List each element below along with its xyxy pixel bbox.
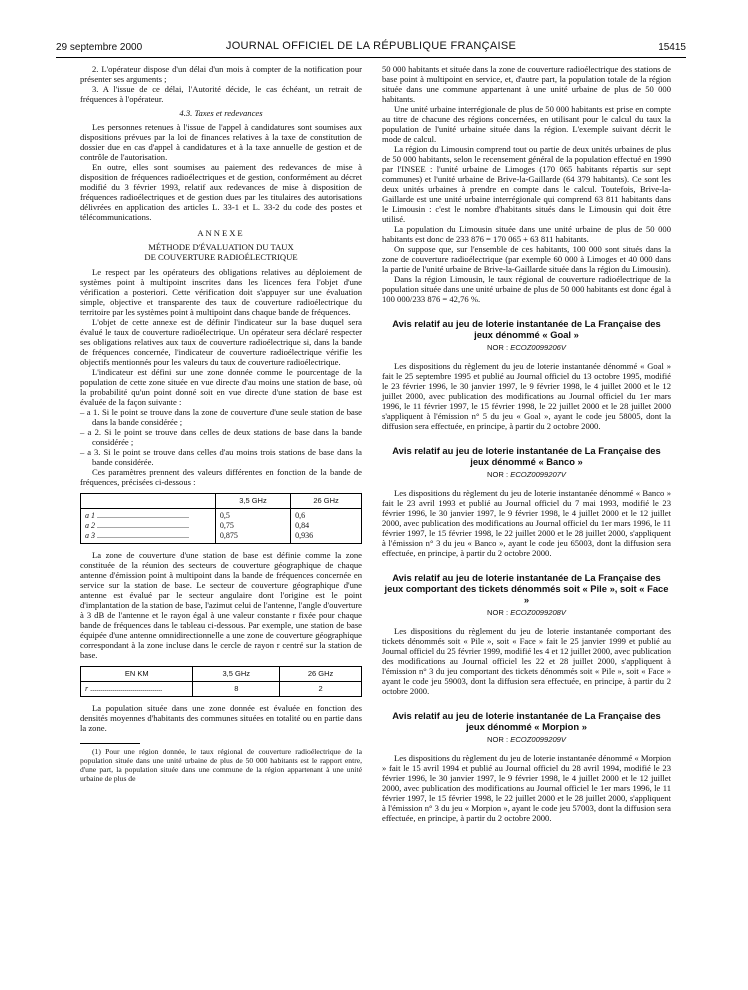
paragraph: Ces paramètres prennent des valeurs différentes en fonction de la bande de fréquences, précisées ci-dessous : [80,467,362,487]
table-cell: a 3 [85,531,95,540]
page-number: 15415 [658,42,686,53]
left-column [80,64,362,783]
table-cell: 0,75 [219,521,234,530]
notice-title: Avis relatif au jeu de loterie instantanée de La Française des jeux dénommé « Goal » [392,318,661,340]
list-item: – a 1. Si le point se trouve dans la zone de couverture d'une seule station de base dans la bande considérée ; [80,407,362,427]
header-date: 29 septembre 2000 [56,42,143,53]
paragraph: En outre, elles sont soumises au paiement des redevances de mise à disposition de fréquences radioélectriques et de gestion, conformément au décret modifié du 3 février 1993, relatif aux redevances de mise à disposition de fréquences radioélectriques et de gestion dues par les titulaires des autorisations délivrées en application des articles L. 33-1 et L. 33-2 du code des postes et télécommunications. [80,162,362,222]
table-header-cell: 3,5 GHz [215,494,290,509]
table-cell: 8 [193,682,280,697]
table-header-cell: 3,5 GHz [193,667,280,682]
method-heading-line: MÉTHODE D'ÉVALUATION DU TAUX [148,242,294,252]
notice-pile-face [382,572,671,696]
radius-table [80,666,362,697]
nor-code: ECOZ0099206V [510,343,566,352]
paragraph: L'indicateur est défini sur une zone donnée comme le pourcentage de la population de cette zone située en vue directe d'au moins une station de base, où la probabilité qu'un point donné soit en vue directe d'une station de base est évaluée de la façon suivante : [80,367,362,407]
notice-title: Avis relatif au jeu de loterie instantanée de La Française des jeux dénommé « Banco » [392,445,661,467]
header-rule [56,57,686,58]
table-header-cell: 26 GHz [280,667,362,682]
table-cell: a 1 [85,511,95,520]
values-cell [215,509,290,544]
right-column [382,64,671,823]
paragraph: On suppose que, sur l'ensemble de ces habitants, 100 000 sont situés dans la zone de couverture radioélectrique (par exemple 60 000 à Limoges et 40 000 dans la partie de l'unité urbaine de Brive-la-Gaillarde située dans la région du Limousin). [382,244,671,274]
nor-code: ECOZ0099208V [510,608,566,617]
table-cell: 2 [280,682,362,697]
notice-text: Les dispositions du règlement du jeu de loterie instantanée dénommé « Banco » fait le 23 avril 1993 et publié au Journal officiel du 7 mai 1993, modifié le 23 février 1996, le 30 janvier 1997, le 9 février 1998, le 4 juillet 2000 et le 12 juillet 2000, avec publication des modifications au Journal officiel du 1er mars 1996, le 11 février 1997, le 15 février 1998, le 22 juillet 2000 et le 28 juillet 2000, s'appliquent à l'émission n° 3 du jeu « Banco », ayant le code jeu 65003, dont la diffusion sera effectuée, en principe, à partir du 2 octobre 2000. [382,488,671,558]
page-header [56,40,686,56]
nor-label: NOR : [487,608,509,617]
parameter-table [80,493,362,544]
paragraph: La région du Limousin comprend tout ou partie de deux unités urbaines de plus de 50 000 habitants, selon le recensement général de la population effectué en 1990 par l'INSEE : l'unité urbaine de Limoges (170 065 habitants répartis sur sept communes) et l'unité urbaine de Brive-la-Gaillarde (64 379 habitants). Ce sont les deux unités urbaines à prendre en compte dans le calcul. Toutefois, Brive-la-Gaillarde est une unité urbaine interrégionale qui comprend 63 811 habitants dans le Limousin : c'est le nombre d'habitants situés dans le Limousin qui doit être utilisé. [382,144,671,224]
nor-reference [382,470,671,480]
annexe-heading: ANNEXE [197,228,245,238]
paragraph: La zone de couverture d'une station de base est définie comme la zone constituée de la réunion des secteurs de couverture géographique de chaque antenne d'émission point à multipoint dans la bande de fréquences concernée en service sur la station de base. Le secteur de couverture géographique d'une antenne est évalué par le secteur angulaire dont l'origine est le point d'implantation de la station de base, l'azimut celui de l'antenne, l'angle d'ouverture à 3 dB de l'antenne et le rayon égal à une valeur constante r fixée pour chaque bande de fréquences dans le tableau ci-dessous. Par exemple, une station de base équipée d'une antenne omnidirectionnelle a une zone de couverture géographique correspondant à la zone incluse dans le cercle de rayon r centré sur la station de base. [80,550,362,660]
notice-text: Les dispositions du règlement du jeu de loterie instantanée dénommé « Morpion » fait le 15 avril 1994 et publié au Journal officiel du 28 avril 1994, modifié le 23 février 1996, le 30 janvier 1997, le 9 février 1998, le 4 juillet 2000 et le 12 juillet 2000, avec publication des modifications au Journal officiel le 1er mars 1996, le 11 février 1997, le 15 février 1998, le 22 juillet 2000 et le 28 juillet 2000, s'appliquent à l'émission n° 3 du jeu « Morpion », ayant le code jeu 57003, dont la diffusion sera effectuée, en principe, à partir du 2 octobre 2000. [382,753,671,823]
nor-reference [382,343,671,353]
notice-text: Les dispositions du règlement du jeu de loterie instantanée dénommé « Goal » fait le 25 septembre 1995 et publié au Journal officiel du 13 octobre 1995, modifié le 23 février 1996, le 30 janvier 1997, le 9 février 1998, le 4 juillet 2000 et le 12 juillet 2000, avec publication des modifications au Journal officiel du 1er mars 1996, le 11 février 1997, le 15 février 1998, le 22 juillet 2000 et le 28 juillet 2000 s'appliquent à l'émission n° 5 du jeu « Goal », ayant le code jeu 58005, dont la diffusion sera effectuée, en principe, à partir du 2 octobre 2000. [382,361,671,431]
paragraph: Les personnes retenues à l'issue de l'appel à candidatures sont soumises aux dispositions prévues par la loi de finances relatives à la taxe de constitution de dossier due en cas d'appel à candidatures et à la taxe annuelle de gestion et de contrôle de l'autorisation. [80,122,362,162]
paragraph: Le respect par les opérateurs des obligations relatives au déploiement de systèmes point à multipoint inscrites dans les licences fera l'objet d'une vérification a posteriori. Cette vérification doit s'appuyer sur une évaluation simple, objective et transparente des taux de couverture radioélectrique du territoire par les systèmes point à multipoint dans chaque bande de fréquences. [80,267,362,317]
row-labels-cell: a 1 .............................................. a 2 .............................................. a 3 .............................................. [81,509,216,544]
method-heading [80,242,362,262]
paragraph: La population du Limousin située dans une unité urbaine de plus de 50 000 habitants est donc de 233 876 = 170 065 + 63 811 habitants. [382,224,671,244]
notice-title: Avis relatif au jeu de loterie instantanée de La Française des jeux comportant des tickets dénommés soit « Pile », soit « Face » [384,572,669,605]
nor-label: NOR : [487,343,509,352]
list-item: – a 3. Si le point se trouve dans celles d'au moins trois stations de base dans la bande considérée. [80,447,362,467]
notice-text: Les dispositions du règlement du jeu de loterie instantanée comportant des tickets dénommés soit « Pile », soit « Face » fait le 25 janvier 1999 et publié au Journal officiel du 25 février 1999, modifié les 4 et 12 juillet 2000, avec publication des modifications au Journal officiel les 22 et 28 juillet 2000, s'appliquent à l'émission n° 3 du jeu comportant des tickets dénommés soit « Pile », soit « Face » ayant le code jeu 59003, dont la diffusion sera effectuée, en principe, à partir du 2 octobre 2000. [382,626,671,696]
notice-goal [382,318,671,431]
paragraph: 50 000 habitants et située dans la zone de couverture radioélectrique des stations de base point à multipoint en service, et, d'autre part, la population totale de la région située dans une commune appartenant à une unité urbaine de plus de 50 000 habitants. [382,64,671,104]
method-heading-line: DE COUVERTURE RADIOÉLECTRIQUE [144,252,298,262]
nor-label: NOR : [487,470,509,479]
list-item: – a 2. Si le point se trouve dans celles de deux stations de base dans la bande considérée ; [80,427,362,447]
table-header-cell: EN KM [81,667,193,682]
radius-symbol: r [85,684,89,693]
paragraph: 2. L'opérateur dispose d'un délai d'un mois à compter de la notification pour présenter ses arguments ; [80,64,362,84]
paragraph: Une unité urbaine interrégionale de plus de 50 000 habitants est prise en compte au titre de chacune des régions concernées, en utilisant pour le calcul du taux la population de l'unité urbaine située dans la région. L'exemple suivant décrit le mode de calcul. [382,104,671,144]
notice-banco [382,445,671,558]
journal-title: JOURNAL OFFICIEL DE LA RÉPUBLIQUE FRANÇAISE [225,40,517,52]
footnote: (1) Pour une région donnée, le taux régional de couverture radioélectrique de la population située dans une unité urbaine de plus de 50 000 habitants est le rapport entre, d'une part, la population située dans une commune de la région appartenant à une unité urbaine de plus de [80,747,362,783]
footnote-rule [80,743,140,744]
section-heading: 4.3. Taxes et redevances [179,108,263,118]
table-cell: a 2 [85,521,95,530]
nor-label: NOR : [487,735,509,744]
paragraph: 3. A l'issue de ce délai, l'Autorité décide, le cas échéant, un retrait de fréquences à l'opérateur. [80,84,362,104]
table-cell: 0,936 [295,531,314,540]
table-cell: 0,875 [219,531,238,540]
nor-code: ECOZ0099209V [510,735,566,744]
notice-morpion [382,710,671,823]
notice-title: Avis relatif au jeu de loterie instantanée de La Française des jeux dénommé « Morpion » [392,710,661,732]
table-header-cell: 26 GHz [291,494,362,509]
nor-reference [382,735,671,745]
nor-code: ECOZ0099207V [510,470,566,479]
table-cell: 0,84 [295,521,310,530]
paragraph: La population située dans une zone donnée est évaluée en fonction des densités moyennes d'habitants des communes situées en totalité ou en partie dans la zone. [80,703,362,733]
nor-reference [382,608,671,618]
table-cell: 0,5 [219,511,230,520]
table-cell: 0,6 [295,511,306,520]
table-header-cell [81,494,216,509]
values-cell [291,509,362,544]
table-cell: r .................................... [81,682,193,697]
paragraph: L'objet de cette annexe est de définir l'indicateur sur la base duquel sera évalué le taux de couverture radioélectrique. Un opérateur sera déclaré respecter ses obligations relatives aux taux de couverture radioélectrique si, dans la bande de fréquences concernée, l'indicateur de couverture radioélectrique vérifie les objectifs mentionnés pour les valeurs du taux de couverture radioélectrique. [80,317,362,367]
paragraph: Dans la région Limousin, le taux régional de couverture radioélectrique de la population située dans une unité urbaine de plus de 50 000 habitants est donc égal à 100 000/233 876 = 42,76 %. [382,274,671,304]
